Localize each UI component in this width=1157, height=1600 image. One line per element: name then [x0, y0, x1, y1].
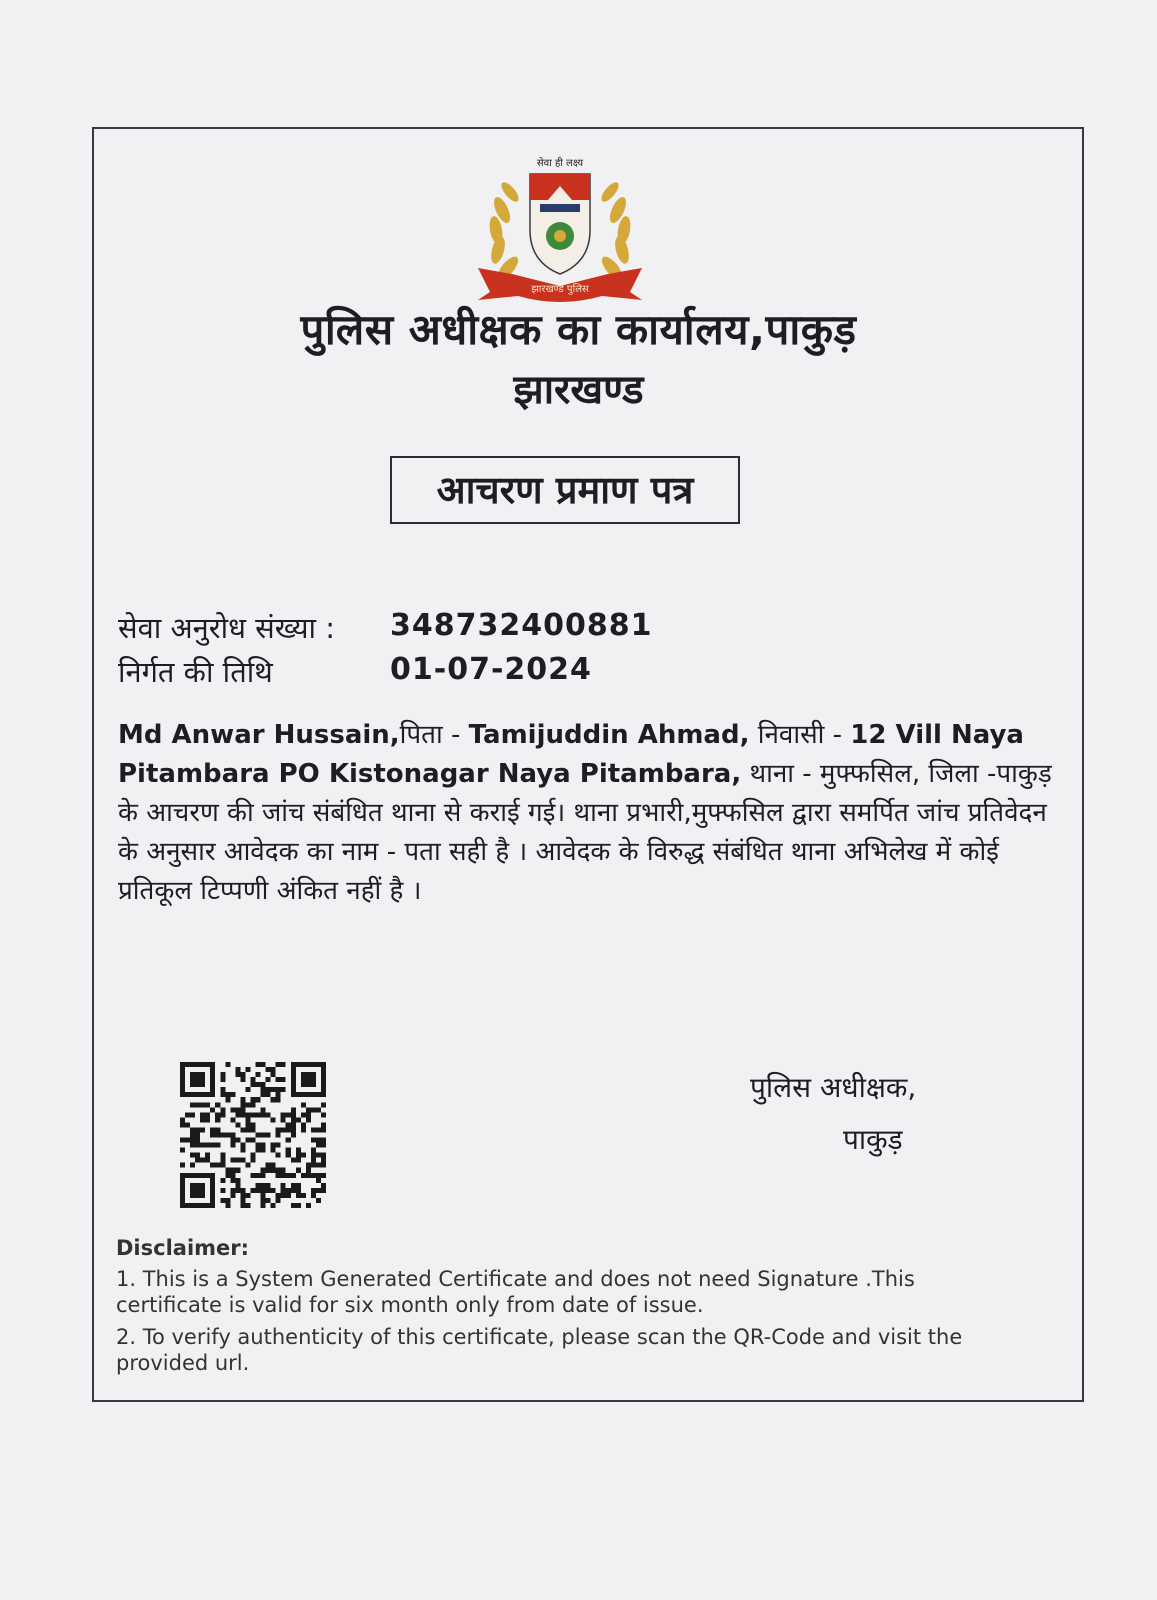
signatory-title: पुलिस अधीक्षक, — [750, 1071, 917, 1104]
verification-qr-code[interactable] — [180, 1062, 326, 1208]
disclaimer-item-1: 1. This is a System Generated Certificate and does not need Signature .This certificate is valid for six month only from date of issue. — [116, 1267, 915, 1317]
emblem-ribbon-text: झारखण्ड पुलिस — [531, 284, 589, 295]
emblem-motto: सेवा ही लक्ष्य — [536, 158, 584, 169]
signatory-location: पाकुड़ — [843, 1123, 903, 1156]
service-request-number: 348732400881 — [390, 608, 653, 643]
issue-date-label: निर्गत की तिथि — [118, 655, 273, 689]
applicant-address: 12 Vill Naya Pitambara PO Kistonagar Naya Pitambara, — [118, 720, 1024, 789]
certificate-body — [118, 716, 1053, 911]
father-name: Tamijuddin Ahmad, — [468, 720, 750, 750]
disclaimer-item-2: 2. To verify authenticity of this certificate, please scan the QR-Code and visit the provided url. — [116, 1325, 963, 1375]
disclaimer-title: Disclaimer: — [116, 1236, 250, 1260]
service-request-row — [118, 608, 653, 647]
applicant-name: Md Anwar Hussain, — [118, 720, 400, 750]
body-rest: थाना - मुफ्फसिल, जिला -पाकुड़ के आचरण की जांच संबंधित थाना से कराई गई। थाना प्रभारी,मुफ्फसिल द्वारा समर्पित जांच प्रतिवेदन के अनुसार आवेदक का नाम - पता सही है । आवेदक के विरुद्ध संबंधित थाना अभिलेख में कोई प्रतिकूल टिप्पणी अंकित नहीं है । — [118, 759, 1052, 906]
office-title: पुलिस अधीक्षक का कार्यालय,पाकुड़ — [300, 305, 857, 354]
police-emblem-logo — [470, 150, 650, 310]
state-subtitle: झारखण्ड — [513, 367, 644, 413]
father-label: पिता - — [399, 720, 469, 750]
service-request-label: सेवा अनुरोध संख्या : — [118, 611, 336, 645]
issue-date-row — [118, 652, 592, 691]
resident-label: निवासी - — [749, 720, 851, 750]
issue-date-value: 01-07-2024 — [390, 652, 592, 687]
certificate-heading: आचरण प्रमाण पत्र — [390, 456, 740, 524]
